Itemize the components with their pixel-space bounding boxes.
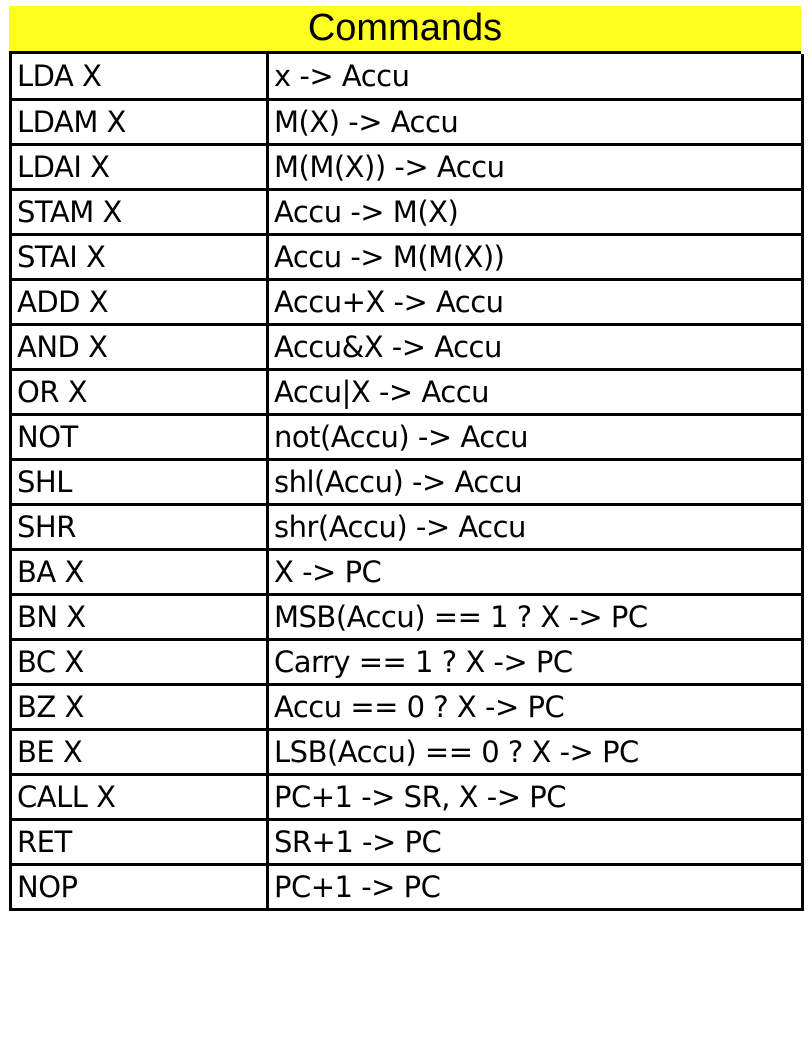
command-cell: OR X (11, 369, 268, 414)
command-cell: BE X (11, 729, 268, 774)
table-row (11, 144, 803, 189)
command-cell: SHR (11, 504, 268, 549)
command-cell: STAI X (11, 234, 268, 279)
description-cell: M(M(X)) -> Accu (268, 144, 803, 189)
description-cell: MSB(Accu) == 1 ? X -> PC (268, 594, 803, 639)
command-cell: NOP (11, 864, 268, 909)
commands-table-body (11, 54, 803, 909)
description-cell: SR+1 -> PC (268, 819, 803, 864)
description-cell: Accu -> M(M(X)) (268, 234, 803, 279)
command-cell: AND X (11, 324, 268, 369)
command-cell: SHL (11, 459, 268, 504)
description-cell: shl(Accu) -> Accu (268, 459, 803, 504)
description-cell: shr(Accu) -> Accu (268, 504, 803, 549)
table-row (11, 459, 803, 504)
commands-table (9, 54, 804, 911)
description-cell: Accu == 0 ? X -> PC (268, 684, 803, 729)
table-row (11, 279, 803, 324)
command-cell: NOT (11, 414, 268, 459)
table-row (11, 414, 803, 459)
description-cell: Accu&X -> Accu (268, 324, 803, 369)
description-cell: Accu -> M(X) (268, 189, 803, 234)
command-cell: STAM X (11, 189, 268, 234)
description-cell: M(X) -> Accu (268, 99, 803, 144)
command-cell: CALL X (11, 774, 268, 819)
command-cell: BA X (11, 549, 268, 594)
table-row (11, 594, 803, 639)
command-cell: LDAI X (11, 144, 268, 189)
description-cell: X -> PC (268, 549, 803, 594)
command-cell: LDAM X (11, 99, 268, 144)
table-row (11, 549, 803, 594)
description-cell: PC+1 -> PC (268, 864, 803, 909)
command-cell: ADD X (11, 279, 268, 324)
command-cell: LDA X (11, 54, 268, 99)
table-row (11, 729, 803, 774)
table-row (11, 54, 803, 99)
table-row (11, 684, 803, 729)
table-title: Commands (9, 6, 801, 54)
table-row (11, 639, 803, 684)
command-cell: BN X (11, 594, 268, 639)
table-row (11, 99, 803, 144)
description-cell: Accu|X -> Accu (268, 369, 803, 414)
table-row (11, 369, 803, 414)
command-cell: BC X (11, 639, 268, 684)
table-row (11, 774, 803, 819)
table-row (11, 504, 803, 549)
description-cell: not(Accu) -> Accu (268, 414, 803, 459)
table-row (11, 324, 803, 369)
table-row (11, 864, 803, 909)
description-cell: Accu+X -> Accu (268, 279, 803, 324)
description-cell: x -> Accu (268, 54, 803, 99)
commands-sheet (9, 6, 801, 911)
description-cell: LSB(Accu) == 0 ? X -> PC (268, 729, 803, 774)
description-cell: PC+1 -> SR, X -> PC (268, 774, 803, 819)
command-cell: BZ X (11, 684, 268, 729)
table-row (11, 819, 803, 864)
description-cell: Carry == 1 ? X -> PC (268, 639, 803, 684)
table-row (11, 234, 803, 279)
table-row (11, 189, 803, 234)
command-cell: RET (11, 819, 268, 864)
